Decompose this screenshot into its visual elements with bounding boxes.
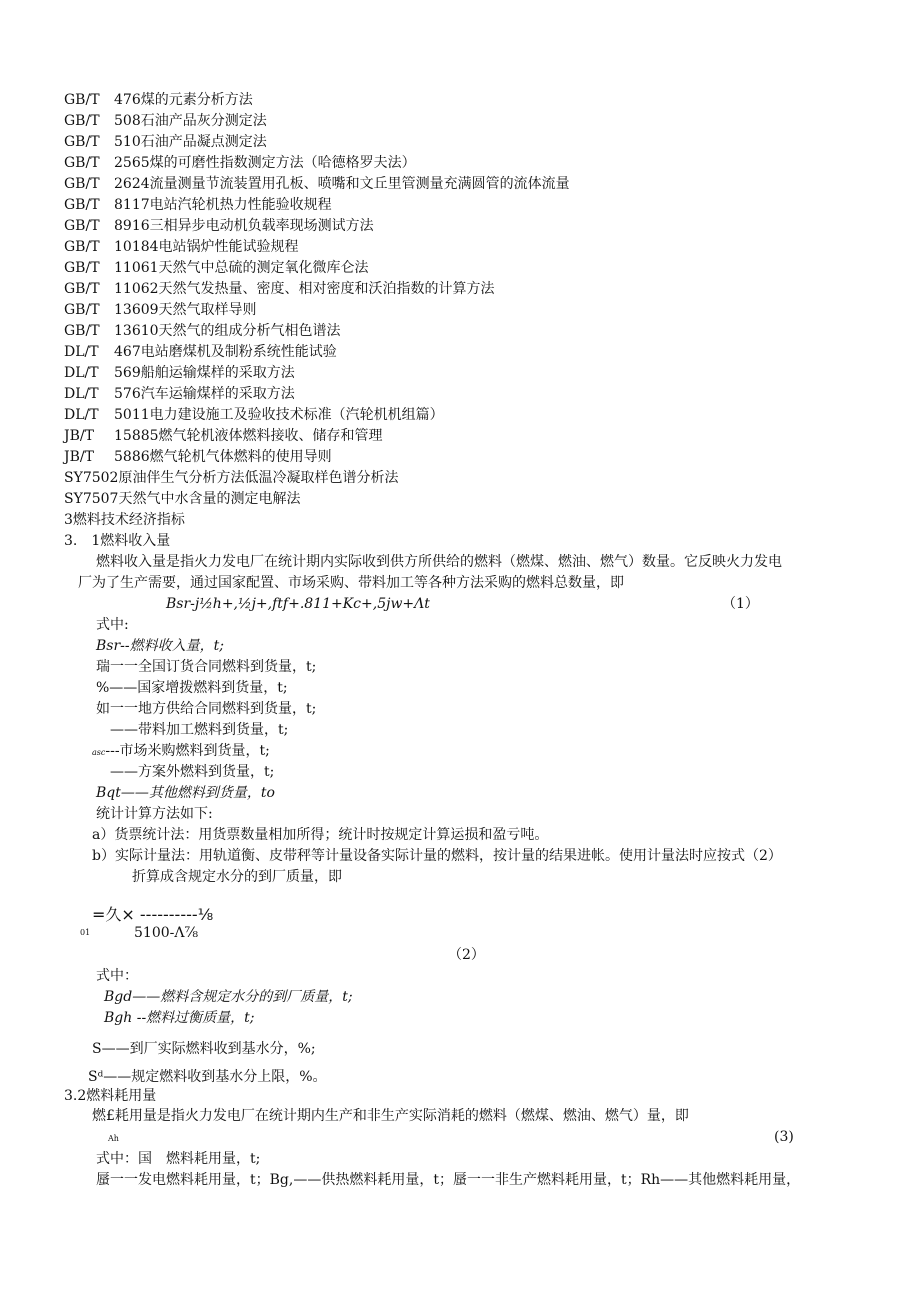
paragraph: 统计计算方法如下: [96,806,213,822]
definition: Bsr--燃料收入量，t; [96,638,224,654]
standard-item: GB/T 2624流量测量节流装置用孔板、喷嘴和文丘里管测量充满圆管的流体流量 [64,176,570,192]
standard-item: GB/T 2565煤的可磨性指数测定方法（哈德格罗夫法） [64,155,416,171]
definition: Bgd——燃料含规定水分的到厂质量，t; [104,989,353,1005]
standard-item: DL/T 569船舶运输煤样的采取方法 [64,365,295,381]
where-label: 式中： [96,968,138,984]
standard-item: GB/T 8117电站汽轮机热力性能验收规程 [64,197,332,213]
list-item: a）货票统计法：用货票数量相加所得；统计时按规定计算运损和盈亏吨。 [92,827,549,843]
formula-number: （2） [448,947,485,963]
standard-item: SY7502原油伴生气分析方法低温冷凝取样色谱分析法 [64,470,399,486]
formula-number: (3) [774,1129,794,1145]
definition: 如一一地方供给合同燃料到货量，t; [96,701,317,717]
formula-label: 01 [80,928,91,937]
standard-item: GB/T 13609天然气取样导则 [64,302,257,318]
subsection-heading: 3.2燃料耗用量 [64,1088,157,1104]
paragraph: 厂为了生产需要，通过国家配置、市场采购、带料加工等各种方法采购的燃料总数量，即 [78,575,624,591]
definition: ——带料加工燃料到货量，t; [110,722,289,738]
definition: Bqt——其他燃料到货量，to [96,785,275,801]
standard-item: DL/T 467电站磨煤机及制粉系统性能试验 [64,344,337,360]
standard-item: GB/T 8916三相异步电动机负载率现场测试方法 [64,218,374,234]
formula-denominator: 5100-Λ⅞ [134,925,199,941]
formula: =久× ----------⅛ [92,905,214,924]
standard-item: SY7507天然气中水含量的测定电解法 [64,491,301,507]
where-label: 式中: [96,617,129,633]
standard-item: GB/T 11062天然气发热量、密度、相对密度和沃泊指数的计算方法 [64,281,495,297]
section-heading: 3燃料技术经济指标 [64,512,185,528]
formula: Bsr-j½h+,½j+,ftf+.811+Kc+,5jw+Λt [166,596,430,612]
definition: ——方案外燃料到货量，t; [110,764,275,780]
standard-item: DL/T 576汽车运输煤样的采取方法 [64,386,295,402]
standard-item: GB/T 510石油产品凝点测定法 [64,134,267,150]
definition: 瑞一一全国订货合同燃料到货量，t; [96,659,317,675]
list-item-continuation: 折算成含规定水分的到厂质量，即 [132,869,342,885]
standard-item: DL/T 5011电力建设施工及验收技术标准（汽轮机机组篇） [64,407,444,423]
definition: S——到厂实际燃料收到基水分，%; [92,1041,316,1057]
paragraph: 燃£耗用量是指火力发电厂在统计期内生产和非生产实际消耗的燃料（燃煤、燃油、燃气）量，即 [92,1108,689,1124]
list-item: b）实际计量法：用轨道衡、皮带秤等计量设备实际计量的燃料，按计量的结果进帐。使用计量法时应按式（2） [92,848,782,864]
definition: %——国家增拨燃料到货量，t; [96,680,288,696]
definition: asc---市场米购燃料到货量，t; [92,743,270,759]
paragraph: 燃料收入量是指火力发电厂在统计期内实际收到供方所供给的燃料（燃煤、燃油、燃气）数量。它反映火力发电 [96,554,782,570]
formula-number: （1） [722,596,759,612]
definition: Sᵈ——规定燃料收到基水分上限，%。 [88,1069,327,1085]
formula: Ah [108,1134,119,1143]
standard-item: GB/T 13610天然气的组成分析气相色谱法 [64,323,341,339]
standard-item: GB/T 476煤的元素分析方法 [64,92,253,108]
standard-item: GB/T 11061天然气中总硫的测定氧化微库仑法 [64,260,369,276]
standard-item: JB/T 15885燃气轮机液体燃料接收、储存和管理 [64,428,383,444]
standard-item: GB/T 10184电站锅炉性能试验规程 [64,239,299,255]
definition: 蜃一一发电燃料耗用量，t；Bg,——供热燃料耗用量，t；蜃一一非生产燃料耗用量，t；Rh——其他燃料耗用量， [96,1172,801,1188]
subsection-heading: 3. 1燃料收入量 [64,533,171,549]
standard-item: JB/T 5886燃气轮机气体燃料的使用导则 [64,449,332,465]
definition: Bgh --燃料过衡质量，t; [104,1010,255,1026]
where-label: 式中：国 燃料耗用量，t; [96,1151,261,1167]
standard-item: GB/T 508石油产品灰分测定法 [64,113,267,129]
